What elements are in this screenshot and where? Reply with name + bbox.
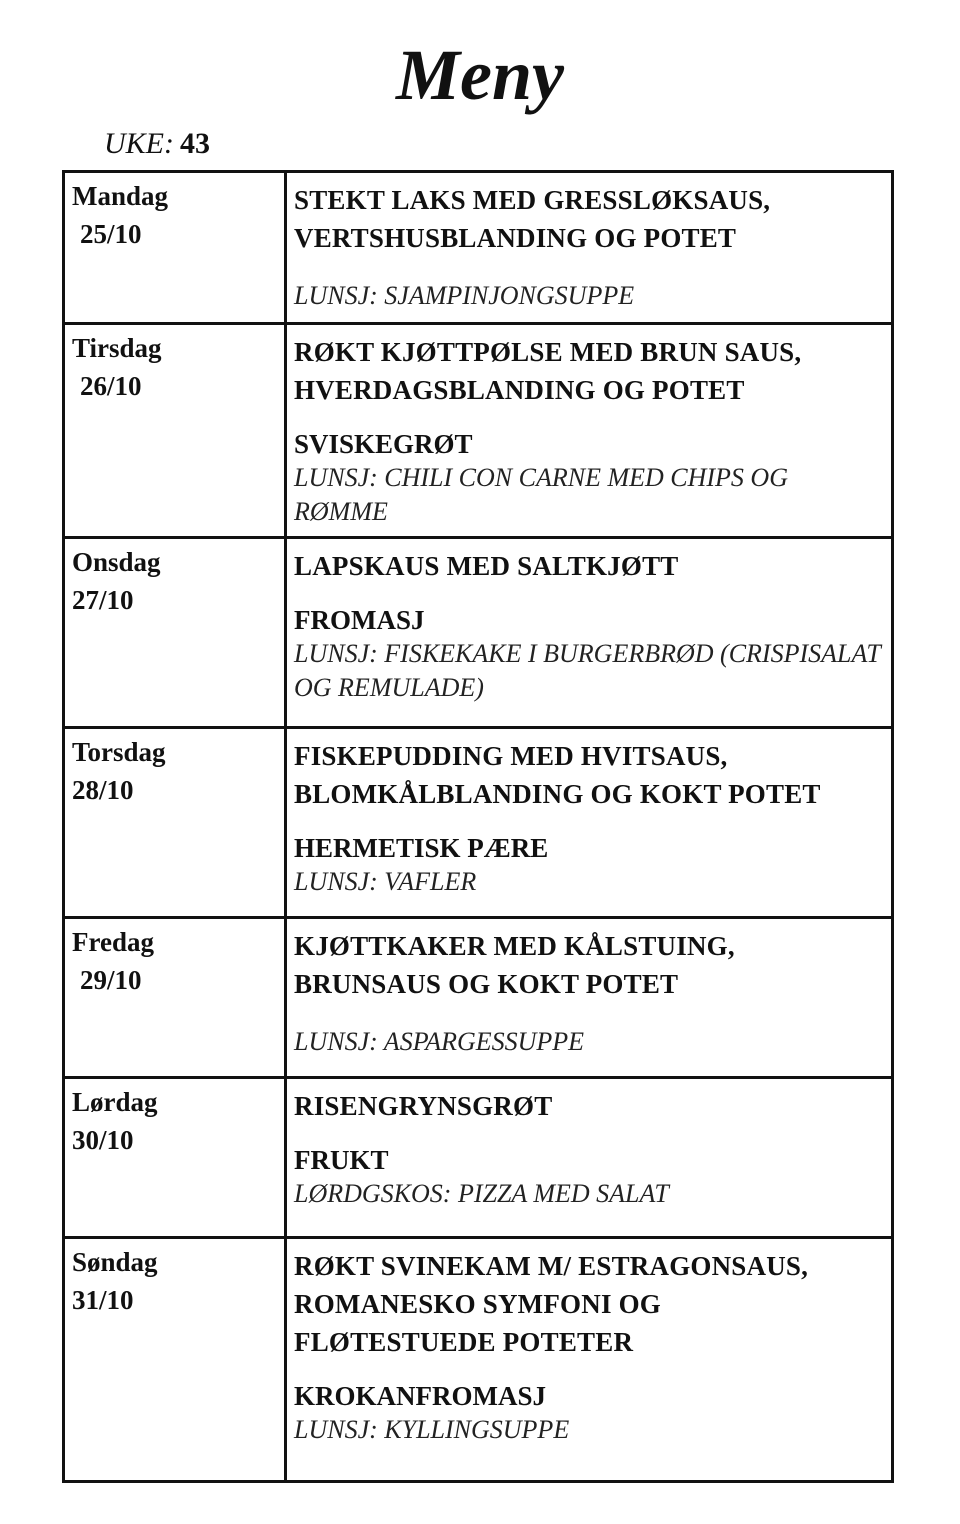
dish-cell (286, 1078, 893, 1238)
lunch-line: LUNSJ: VAFLER (294, 867, 477, 896)
day-name: Tirsdag (72, 333, 162, 363)
day-cell (64, 1078, 286, 1238)
dinner-line: RØKT SVINEKAM M/ ESTRAGONSAUS, (294, 1251, 809, 1281)
day-cell (64, 172, 286, 324)
day-date: 30/10 (72, 1125, 134, 1155)
lunch-line: LUNSJ: CHILI CON CARNE MED CHIPS OG RØMME (294, 463, 788, 526)
dinner-line: FISKEPUDDING MED HVITSAUS, (294, 741, 728, 771)
dish-cell (286, 728, 893, 918)
dish-cell (286, 918, 893, 1078)
dish-cell (286, 324, 893, 538)
dinner-line: BRUNSAUS OG KOKT POTET (294, 969, 679, 999)
dinner-line: RISENGRYNSGRØT (294, 1091, 553, 1121)
week-indicator (104, 126, 210, 162)
dinner-line: HVERDAGSBLANDING OG POTET (294, 375, 745, 405)
day-date: 29/10 (80, 965, 142, 995)
lunch-line: LUNSJ: KYLLINGSUPPE (294, 1415, 570, 1444)
page-title: Meny (396, 35, 564, 115)
day-name: Onsdag (72, 547, 161, 577)
lunch-line: LUNSJ: FISKEKAKE I BURGERBRØD (CRISPISALAT OG REMULADE) (294, 639, 881, 702)
day-name: Søndag (72, 1247, 158, 1277)
dish-cell (286, 538, 893, 728)
day-date: 26/10 (80, 371, 142, 401)
dish-cell (286, 172, 893, 324)
dinner-line: STEKT LAKS MED GRESSLØKSAUS, (294, 185, 771, 215)
lunch-line: LØRDGSKOS: PIZZA MED SALAT (294, 1179, 669, 1208)
day-date: 27/10 (72, 585, 134, 615)
day-cell (64, 918, 286, 1078)
dessert-line: FRUKT (294, 1145, 389, 1175)
dinner-line: KJØTTKAKER MED KÅLSTUING, (294, 931, 735, 961)
day-date: 31/10 (72, 1285, 134, 1315)
menu-row-tirsdag (64, 324, 893, 538)
day-cell (64, 1238, 286, 1482)
day-cell (64, 728, 286, 918)
dinner-line: FLØTESTUEDE POTETER (294, 1327, 634, 1357)
week-label: UKE: (104, 127, 174, 160)
day-name: Torsdag (72, 737, 166, 767)
dinner-line: ROMANESKO SYMFONI OG (294, 1289, 662, 1319)
lunch-line: LUNSJ: ASPARGESSUPPE (294, 1027, 585, 1056)
menu-row-fredag (64, 918, 893, 1078)
dinner-line: RØKT KJØTTPØLSE MED BRUN SAUS, (294, 337, 802, 367)
dish-cell (286, 1238, 893, 1482)
day-name: Fredag (72, 927, 154, 957)
menu-row-torsdag (64, 728, 893, 918)
dessert-line: KROKANFROMASJ (294, 1381, 546, 1411)
menu-row-onsdag (64, 538, 893, 728)
day-cell (64, 538, 286, 728)
lunch-line: LUNSJ: SJAMPINJONGSUPPE (294, 281, 635, 310)
dessert-line: HERMETISK PÆRE (294, 833, 549, 863)
dinner-line: VERTSHUSBLANDING OG POTET (294, 223, 737, 253)
day-date: 28/10 (72, 775, 134, 805)
menu-table (62, 170, 894, 1483)
day-date: 25/10 (80, 219, 142, 249)
day-name: Mandag (72, 181, 169, 211)
week-number: 43 (180, 127, 210, 160)
day-cell (64, 324, 286, 538)
dessert-line: SVISKEGRØT (294, 429, 473, 459)
dinner-line: BLOMKÅLBLANDING OG KOKT POTET (294, 779, 821, 809)
menu-row-lordag (64, 1078, 893, 1238)
menu-row-mandag (64, 172, 893, 324)
day-name: Lørdag (72, 1087, 158, 1117)
menu-row-sondag (64, 1238, 893, 1482)
dinner-line: LAPSKAUS MED SALTKJØTT (294, 551, 679, 581)
dessert-line: FROMASJ (294, 605, 425, 635)
